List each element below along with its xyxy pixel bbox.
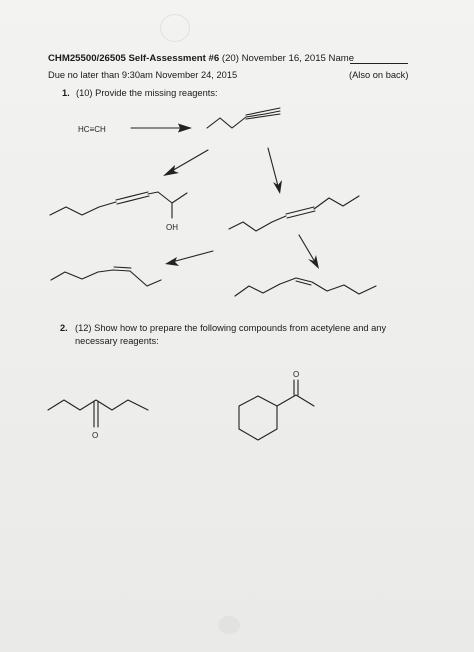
bottom-scan-smudge <box>218 616 240 634</box>
ketone-oxygen-right: O <box>293 370 300 379</box>
question-1-number: 1. <box>62 88 70 98</box>
acetylene-label: HC≡CH <box>78 125 106 134</box>
hexanone-structure <box>48 400 148 427</box>
question-2-number: 2. <box>60 323 68 333</box>
also-on-back-note: (Also on back) <box>349 70 409 80</box>
ketone-oxygen-left: O <box>92 431 99 440</box>
question-2-prompt-line-1: (12) Show how to prepare the following compounds from acetylene and any <box>75 323 387 333</box>
arrow-to-trans-alkene <box>299 235 319 269</box>
course-title: CHM25500/26505 Self-Assessment #6 <box>48 53 220 64</box>
points-and-date: (20) November 16, 2015 Name <box>221 53 355 64</box>
arrow-to-cis-alkene <box>165 251 213 266</box>
arrow-to-pentyne <box>131 124 192 133</box>
cyclohexyl-ketone-structure <box>239 380 314 440</box>
internal-alkyne-structure <box>229 196 359 231</box>
cis-alkene-structure <box>51 267 161 286</box>
arrow-to-internal-alkyne <box>268 148 282 194</box>
alkynol-structure <box>50 192 187 218</box>
question-2-prompt-line-2: necessary reagents: <box>75 336 159 346</box>
arrow-to-alkynol <box>163 150 208 176</box>
hydroxyl-label: OH <box>166 223 178 232</box>
trans-alkene-structure <box>235 278 376 296</box>
question-1-prompt: (10) Provide the missing reagents: <box>76 88 218 98</box>
due-date: Due no later than 9:30am November 24, 2015 <box>48 70 238 80</box>
pentyne-structure <box>207 108 280 128</box>
